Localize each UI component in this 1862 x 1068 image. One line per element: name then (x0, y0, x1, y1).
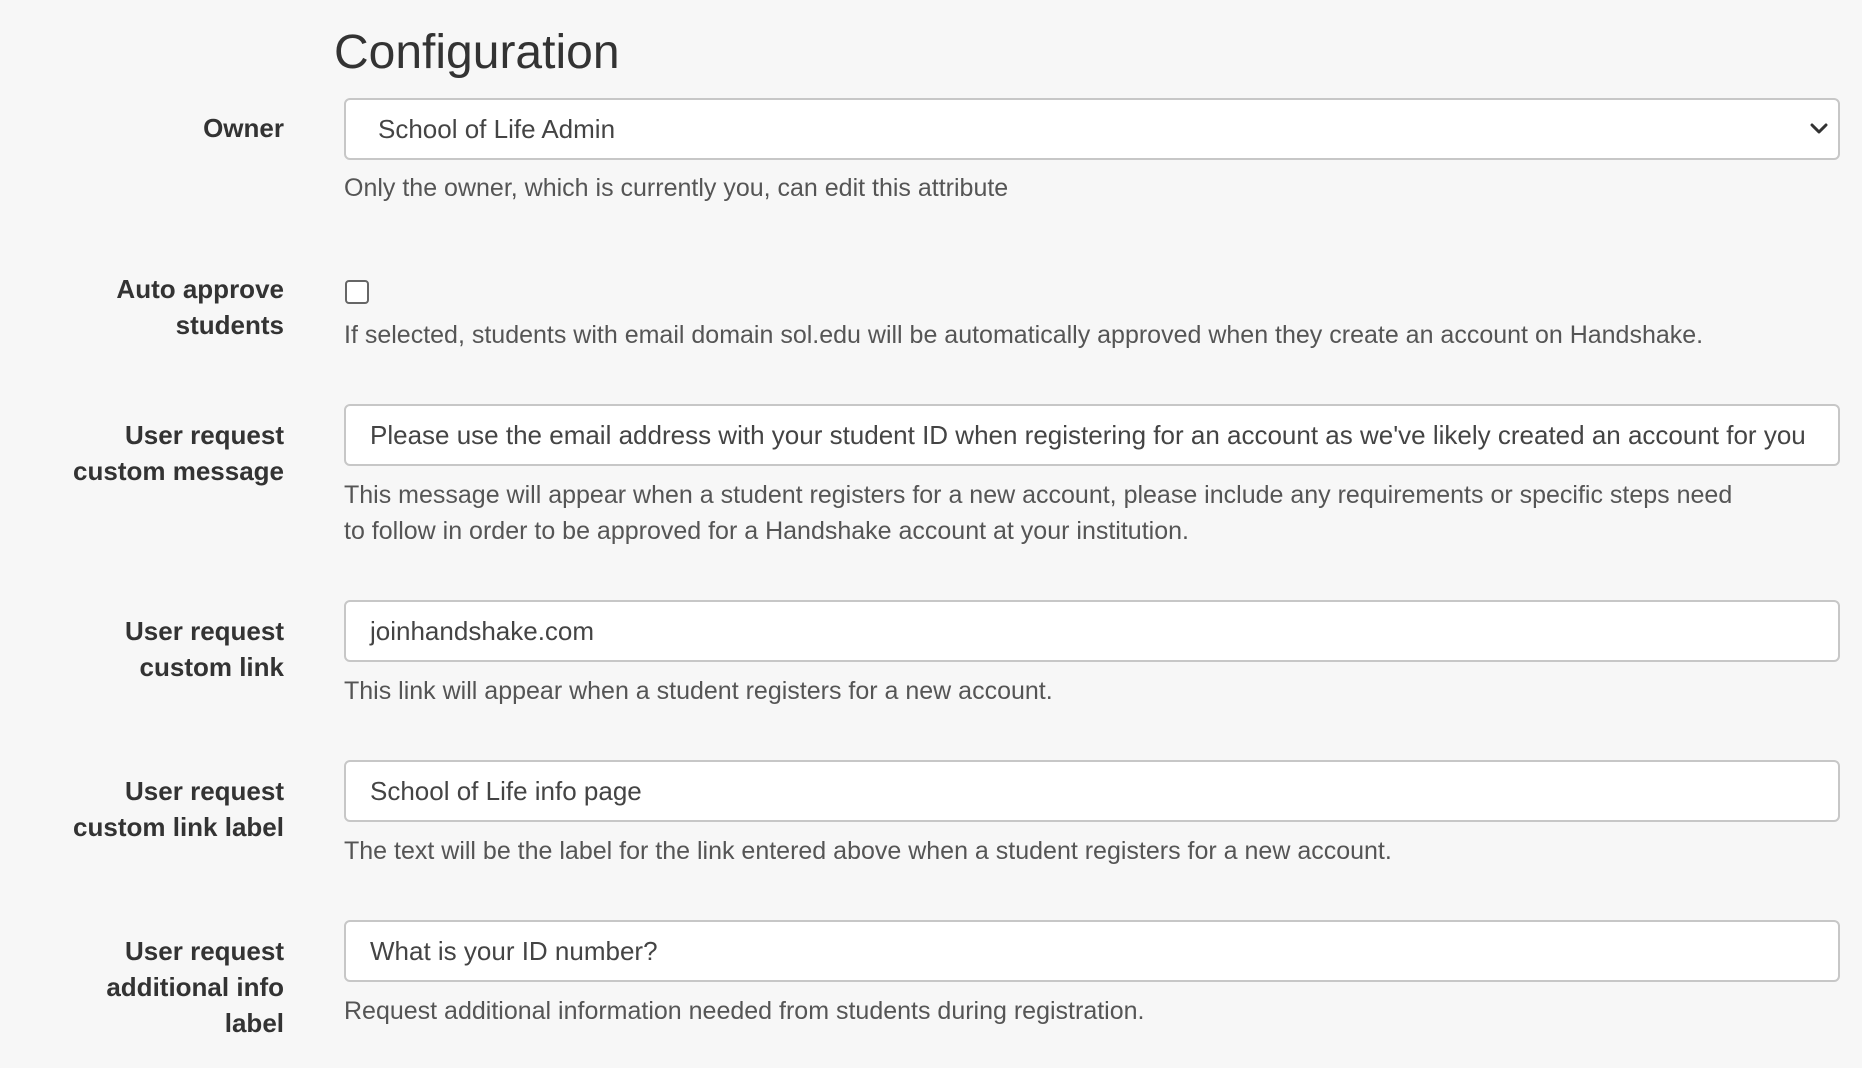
custom-link-help-text: This link will appear when a student registers for a new account. (344, 677, 1053, 705)
owner-label: Owner (203, 113, 284, 143)
custom-message-help-text (344, 477, 1844, 549)
custom-link-label-line2: custom link (139, 652, 284, 682)
auto-approve-label (24, 271, 284, 343)
owner-select[interactable] (344, 98, 1840, 160)
custom-message-input[interactable]: Please use the email address with your student ID when registering for an account as we've likely created an account for you (344, 404, 1840, 466)
page-title: Configuration (334, 26, 620, 79)
custom-link-label-label (24, 773, 284, 845)
custom-link-label (24, 613, 284, 685)
additional-info-help-text: Request additional information needed from students during registration. (344, 997, 1145, 1025)
auto-approve-help-text: If selected, students with email domain sol.edu will be automatically approved when they create an account on Handshake. (344, 321, 1704, 349)
additional-info-input[interactable]: What is your ID number? (344, 920, 1840, 982)
additional-info-label-line2: additional info (106, 972, 284, 1002)
custom-message-label-line1: User request (125, 420, 284, 450)
custom-link-label-input[interactable]: School of Life info page (344, 760, 1840, 822)
custom-link-label-line1: User request (125, 616, 284, 646)
custom-message-help-line2: to follow in order to be approved for a Handshake account at your institution. (344, 517, 1189, 545)
chevron-down-icon (1808, 118, 1830, 140)
additional-info-label (24, 933, 284, 1041)
custom-link-label-help-text: The text will be the label for the link entered above when a student registers for a new account. (344, 837, 1392, 865)
custom-link-label-label-line2: custom link label (73, 812, 284, 842)
auto-approve-label-line2: students (175, 310, 284, 340)
additional-info-label-line1: User request (125, 936, 284, 966)
custom-link-input[interactable]: joinhandshake.com (344, 600, 1840, 662)
custom-message-help-line1: This message will appear when a student registers for a new account, please include any requirements or specific steps need (344, 481, 1733, 509)
owner-select-value: School of Life Admin (378, 114, 616, 144)
auto-approve-label-line1: Auto approve (116, 274, 284, 304)
auto-approve-checkbox[interactable] (345, 280, 369, 304)
owner-help-text: Only the owner, which is currently you, can edit this attribute (344, 174, 1009, 202)
custom-message-label (24, 417, 284, 489)
custom-link-label-label-line1: User request (125, 776, 284, 806)
additional-info-label-line3: label (224, 1008, 284, 1038)
custom-message-label-line2: custom message (73, 456, 284, 486)
